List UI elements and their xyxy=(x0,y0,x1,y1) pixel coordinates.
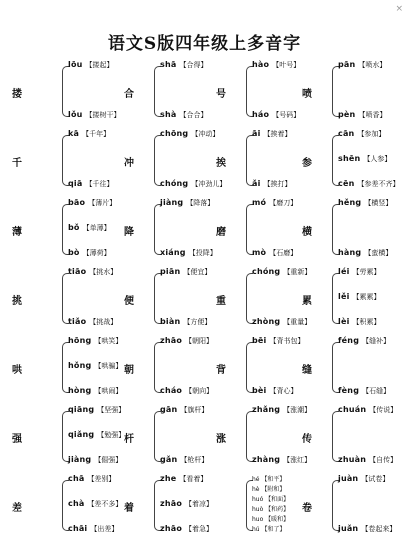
example-word: 【勉强】 xyxy=(97,431,126,439)
character-label: 重 xyxy=(216,296,226,307)
polyphone-entry xyxy=(216,334,312,403)
reading-line xyxy=(160,129,219,139)
reading-line xyxy=(338,317,381,327)
example-word: 【重新】 xyxy=(283,268,312,276)
character-label: 挑 xyxy=(12,296,22,307)
reading-line xyxy=(252,336,305,346)
pinyin-text: ǎi xyxy=(252,179,261,188)
polyphone-entry xyxy=(302,265,398,334)
reading-line xyxy=(338,292,381,302)
reading-line xyxy=(338,336,390,346)
reading-line xyxy=(252,267,311,277)
reading-line xyxy=(68,430,125,440)
reading-line xyxy=(252,317,311,327)
reading-line xyxy=(338,386,390,396)
reading-line xyxy=(68,60,114,70)
character-label: 着 xyxy=(124,503,134,514)
pinyin-text: lǒu xyxy=(68,110,83,119)
reading-line xyxy=(160,386,213,396)
example-word: 【投降】 xyxy=(188,249,217,257)
pinyin-text: chóng xyxy=(252,267,281,276)
polyphone-entry xyxy=(220,472,312,541)
entry-row xyxy=(12,196,406,265)
pinyin-text: zhòng xyxy=(252,317,281,326)
example-word: 【累累】 xyxy=(352,293,381,301)
example-word: 【朝向】 xyxy=(185,387,214,395)
pinyin-text: hōng xyxy=(68,336,92,345)
character-label: 累 xyxy=(302,296,312,307)
example-word: 【涨红】 xyxy=(283,456,312,464)
example-word: 【劳累】 xyxy=(352,268,381,276)
example-word: 【看着】 xyxy=(179,475,208,483)
character-label: 背 xyxy=(216,365,226,376)
reading-line xyxy=(338,405,397,415)
reading-line xyxy=(160,455,208,465)
reading-line xyxy=(252,110,300,120)
reading-line xyxy=(252,405,311,415)
pinyin-text: xiáng xyxy=(160,248,186,257)
polyphone-entry xyxy=(302,196,398,265)
reading-line xyxy=(338,129,385,139)
example-word: 【参加】 xyxy=(357,130,386,138)
pinyin-text: qiāng xyxy=(68,405,95,414)
example-word: 【出差】 xyxy=(90,525,119,533)
example-word: 【差不多】 xyxy=(87,500,123,508)
pinyin-text: zhāo xyxy=(160,499,183,508)
character-label: 挨 xyxy=(216,158,226,169)
example-word: 【参差不齐】 xyxy=(357,180,400,188)
pinyin-text: qiā xyxy=(68,179,83,188)
pinyin-text: zhāo xyxy=(160,336,183,345)
example-word: 【搂树干】 xyxy=(85,111,121,119)
example-word: 【薄荷】 xyxy=(82,249,111,257)
reading-line xyxy=(68,267,117,277)
polyphone-entry xyxy=(124,403,220,472)
example-word: 【叶号】 xyxy=(272,61,301,69)
character-label: 搂 xyxy=(12,89,22,100)
reading-line xyxy=(252,455,311,465)
example-word: 【试卷】 xyxy=(361,475,390,483)
example-word: 【石缝】 xyxy=(362,387,391,395)
example-word: 【枪杆】 xyxy=(180,456,209,464)
character-label: 冲 xyxy=(124,158,134,169)
pinyin-text: bēi xyxy=(252,336,267,345)
polyphone-entry xyxy=(124,334,220,403)
polyphone-entry xyxy=(124,127,227,196)
example-word: 【涨潮】 xyxy=(283,406,312,414)
character-label: 便 xyxy=(124,296,134,307)
character-label: 差 xyxy=(12,503,22,514)
mini-reading: huò 【和药】 xyxy=(252,506,290,513)
reading-line xyxy=(338,455,397,465)
pinyin-text: cēn xyxy=(338,179,355,188)
pinyin-text: cān xyxy=(338,129,355,138)
example-word: 【冲动】 xyxy=(191,130,220,138)
pinyin-text: pān xyxy=(338,60,356,69)
character-label: 杆 xyxy=(124,434,134,445)
reading-line xyxy=(68,405,125,415)
pinyin-text: gǎn xyxy=(160,455,178,464)
character-label: 合 xyxy=(124,89,134,100)
pinyin-text: jiàng xyxy=(68,455,92,464)
reading-line xyxy=(252,129,292,139)
example-word: 【冲劲儿】 xyxy=(191,180,227,188)
reading-line xyxy=(68,198,116,208)
pinyin-text: juàn xyxy=(338,474,359,483)
example-word: 【哄骗】 xyxy=(94,362,123,370)
polyphone-entry xyxy=(124,196,220,265)
character-label: 缝 xyxy=(302,365,312,376)
pinyin-text: cháo xyxy=(160,386,183,395)
example-word: 【横竖】 xyxy=(364,199,393,207)
character-label: 号 xyxy=(216,89,226,100)
pinyin-text: hǒng xyxy=(68,361,92,370)
example-word: 【哄闹】 xyxy=(94,387,123,395)
reading-line xyxy=(338,154,391,164)
pinyin-text: bǒ xyxy=(68,223,80,232)
pinyin-text: gān xyxy=(160,405,178,414)
polyphone-entry xyxy=(124,58,220,127)
pinyin-text: bò xyxy=(68,248,80,257)
example-word: 【蛮横】 xyxy=(364,249,393,257)
reading-line xyxy=(338,179,399,189)
pinyin-text: féng xyxy=(338,336,360,345)
pinyin-text: zhuàn xyxy=(338,455,367,464)
reading-line xyxy=(160,179,226,189)
mini-reading: hú 【和了】 xyxy=(252,526,286,533)
reading-line xyxy=(338,198,392,208)
polyphone-entry xyxy=(216,127,312,196)
polyphone-entry xyxy=(216,196,312,265)
pinyin-text: bèi xyxy=(252,386,267,395)
pinyin-text: lěi xyxy=(338,292,350,301)
example-word: 【号码】 xyxy=(272,111,301,119)
polyphone-entry xyxy=(12,196,128,265)
character-label: 薄 xyxy=(12,227,22,238)
reading-line xyxy=(252,386,298,396)
example-word: 【积累】 xyxy=(352,318,381,326)
entry-row xyxy=(12,334,406,403)
pinyin-text: chāi xyxy=(68,524,88,533)
pinyin-text: shēn xyxy=(338,154,361,163)
pinyin-text: zhǎng xyxy=(252,405,281,414)
example-word: 【挨着】 xyxy=(263,130,292,138)
reading-line xyxy=(160,524,213,534)
corner-mark: × xyxy=(395,4,403,14)
mini-reading: hé 【和平】 xyxy=(252,476,286,483)
reading-line xyxy=(338,267,381,277)
polyphone-entry xyxy=(12,334,128,403)
reading-line xyxy=(160,60,207,70)
example-word: 【背心】 xyxy=(269,387,298,395)
pinyin-text: bāo xyxy=(68,198,86,207)
example-word: 【单薄】 xyxy=(82,224,111,232)
reading-line xyxy=(68,361,122,371)
character-label: 磨 xyxy=(216,227,226,238)
reading-line xyxy=(338,60,386,70)
reading-line xyxy=(68,336,122,346)
example-word: 【合得】 xyxy=(179,61,208,69)
pinyin-text: hěng xyxy=(338,198,362,207)
pinyin-text: hào xyxy=(252,60,270,69)
example-word: 【便宜】 xyxy=(183,268,212,276)
reading-line xyxy=(68,110,121,120)
reading-line xyxy=(68,223,111,233)
reading-line xyxy=(160,499,213,509)
example-word: 【着急】 xyxy=(185,525,214,533)
polyphone-entry xyxy=(302,127,400,196)
pinyin-text: lèi xyxy=(338,317,350,326)
example-word: 【千往】 xyxy=(85,180,114,188)
example-word: 【搂起】 xyxy=(85,61,114,69)
example-word: 【自传】 xyxy=(369,456,398,464)
reading-line xyxy=(160,110,207,120)
pinyin-text: shā xyxy=(160,60,177,69)
polyphone-entry xyxy=(12,265,128,334)
mini-reading: huó 【和面】 xyxy=(252,496,290,503)
reading-line xyxy=(68,317,117,327)
example-word: 【薄片】 xyxy=(88,199,117,207)
character-label: 喷 xyxy=(302,89,312,100)
pinyin-text: shà xyxy=(160,110,177,119)
example-word: 【方便】 xyxy=(183,318,212,326)
polyphone-entry xyxy=(302,403,398,472)
pinyin-text: chōng xyxy=(160,129,189,138)
pinyin-text: kā xyxy=(68,129,80,138)
example-word: 【朝阳】 xyxy=(185,337,214,345)
example-word: 【千年】 xyxy=(82,130,111,138)
polyphone-entry xyxy=(216,265,312,334)
pinyin-text: mó xyxy=(252,198,267,207)
reading-line xyxy=(160,405,208,415)
pinyin-text: léi xyxy=(338,267,350,276)
pinyin-text: tiāo xyxy=(68,267,87,276)
example-word: 【着凉】 xyxy=(185,500,214,508)
example-word: 【旗杆】 xyxy=(180,406,209,414)
reading-line xyxy=(68,499,122,509)
polyphone-entry xyxy=(302,472,398,541)
polyphone-entry xyxy=(302,58,398,127)
pinyin-text: hàng xyxy=(338,248,362,257)
pinyin-text: chà xyxy=(68,499,85,508)
example-word: 【喷水】 xyxy=(358,61,387,69)
entry-row xyxy=(12,403,406,472)
character-label: 参 xyxy=(302,158,312,169)
page-title: 语文S版四年级上多音字 xyxy=(107,34,302,54)
example-word: 【降落】 xyxy=(186,199,215,207)
example-word: 【缝补】 xyxy=(362,337,391,345)
polyphone-entry xyxy=(12,58,128,127)
character-label: 横 xyxy=(302,227,312,238)
mini-reading: huo 【暖和】 xyxy=(252,516,290,523)
polyphone-entry xyxy=(124,265,220,334)
pinyin-text: tiǎo xyxy=(68,317,87,326)
reading-line xyxy=(68,386,122,396)
polyphone-entry xyxy=(12,472,128,541)
reading-line xyxy=(68,455,122,465)
reading-line xyxy=(252,60,300,70)
example-word: 【背书包】 xyxy=(269,337,305,345)
example-word: 【传说】 xyxy=(369,406,398,414)
polyphone-entry xyxy=(12,127,128,196)
pinyin-text: fèng xyxy=(338,386,360,395)
polyphone-grid xyxy=(12,58,406,541)
pinyin-text: chuán xyxy=(338,405,367,414)
reading-line xyxy=(160,198,214,208)
pinyin-text: mò xyxy=(252,248,267,257)
reading-line xyxy=(252,198,297,208)
pinyin-text: háo xyxy=(252,110,270,119)
reading-line xyxy=(252,248,297,258)
entry-row xyxy=(12,265,406,334)
pinyin-text: juǎn xyxy=(338,524,359,533)
pinyin-text: zhàng xyxy=(252,455,281,464)
polyphone-entry xyxy=(216,403,312,472)
example-word: 【合合】 xyxy=(179,111,208,119)
example-word: 【坚强】 xyxy=(97,406,126,414)
character-label: 卷 xyxy=(302,503,312,514)
example-word: 【倔强】 xyxy=(94,456,123,464)
polyphone-entry xyxy=(302,334,398,403)
example-word: 【挑水】 xyxy=(89,268,118,276)
character-label: 哄 xyxy=(12,365,22,376)
example-word: 【挨打】 xyxy=(263,180,292,188)
reading-line xyxy=(338,110,386,120)
reading-line xyxy=(160,336,213,346)
pinyin-text: zhāo xyxy=(160,524,183,533)
character-label: 传 xyxy=(302,434,312,445)
example-word: 【喷香】 xyxy=(358,111,387,119)
entry-row xyxy=(12,472,406,541)
character-label: 朝 xyxy=(124,365,134,376)
pinyin-text: pèn xyxy=(338,110,356,119)
example-word: 【哄笑】 xyxy=(94,337,123,345)
reading-line xyxy=(68,474,115,484)
polyphone-entry xyxy=(216,58,312,127)
character-label: 涨 xyxy=(216,434,226,445)
reading-line xyxy=(160,317,211,327)
example-word: 【重量】 xyxy=(283,318,312,326)
example-word: 【差别】 xyxy=(87,475,116,483)
pinyin-text: chóng xyxy=(160,179,189,188)
pinyin-text: chā xyxy=(68,474,85,483)
pinyin-text: piān xyxy=(160,267,181,276)
reading-line xyxy=(68,179,113,189)
pinyin-text: biàn xyxy=(160,317,181,326)
pinyin-text: lōu xyxy=(68,60,83,69)
reading-line xyxy=(338,474,389,484)
example-word: 【卷起来】 xyxy=(361,525,397,533)
reading-line xyxy=(338,524,396,534)
pinyin-text: qiǎng xyxy=(68,430,95,439)
entry-row xyxy=(12,58,406,127)
example-word: 【人参】 xyxy=(363,155,392,163)
reading-line xyxy=(252,179,292,189)
reading-line xyxy=(68,248,111,258)
polyphone-entry xyxy=(124,472,220,541)
character-label: 千 xyxy=(12,158,22,169)
reading-line xyxy=(160,248,217,258)
polyphone-entry xyxy=(12,403,128,472)
example-word: 【石磨】 xyxy=(269,249,298,257)
character-label: 强 xyxy=(12,434,22,445)
reading-line xyxy=(68,524,118,534)
pinyin-text: hòng xyxy=(68,386,92,395)
entry-row xyxy=(12,127,406,196)
pinyin-text: zhe xyxy=(160,474,177,483)
reading-line xyxy=(160,474,207,484)
example-word: 【挑战】 xyxy=(89,318,118,326)
character-label: 降 xyxy=(124,227,134,238)
reading-line xyxy=(338,248,392,258)
pinyin-text: āi xyxy=(252,129,261,138)
reading-line xyxy=(68,129,110,139)
mini-reading: hè 【附和】 xyxy=(252,486,286,493)
example-word: 【磨刀】 xyxy=(269,199,298,207)
reading-line xyxy=(160,267,211,277)
pinyin-text: jiàng xyxy=(160,198,184,207)
